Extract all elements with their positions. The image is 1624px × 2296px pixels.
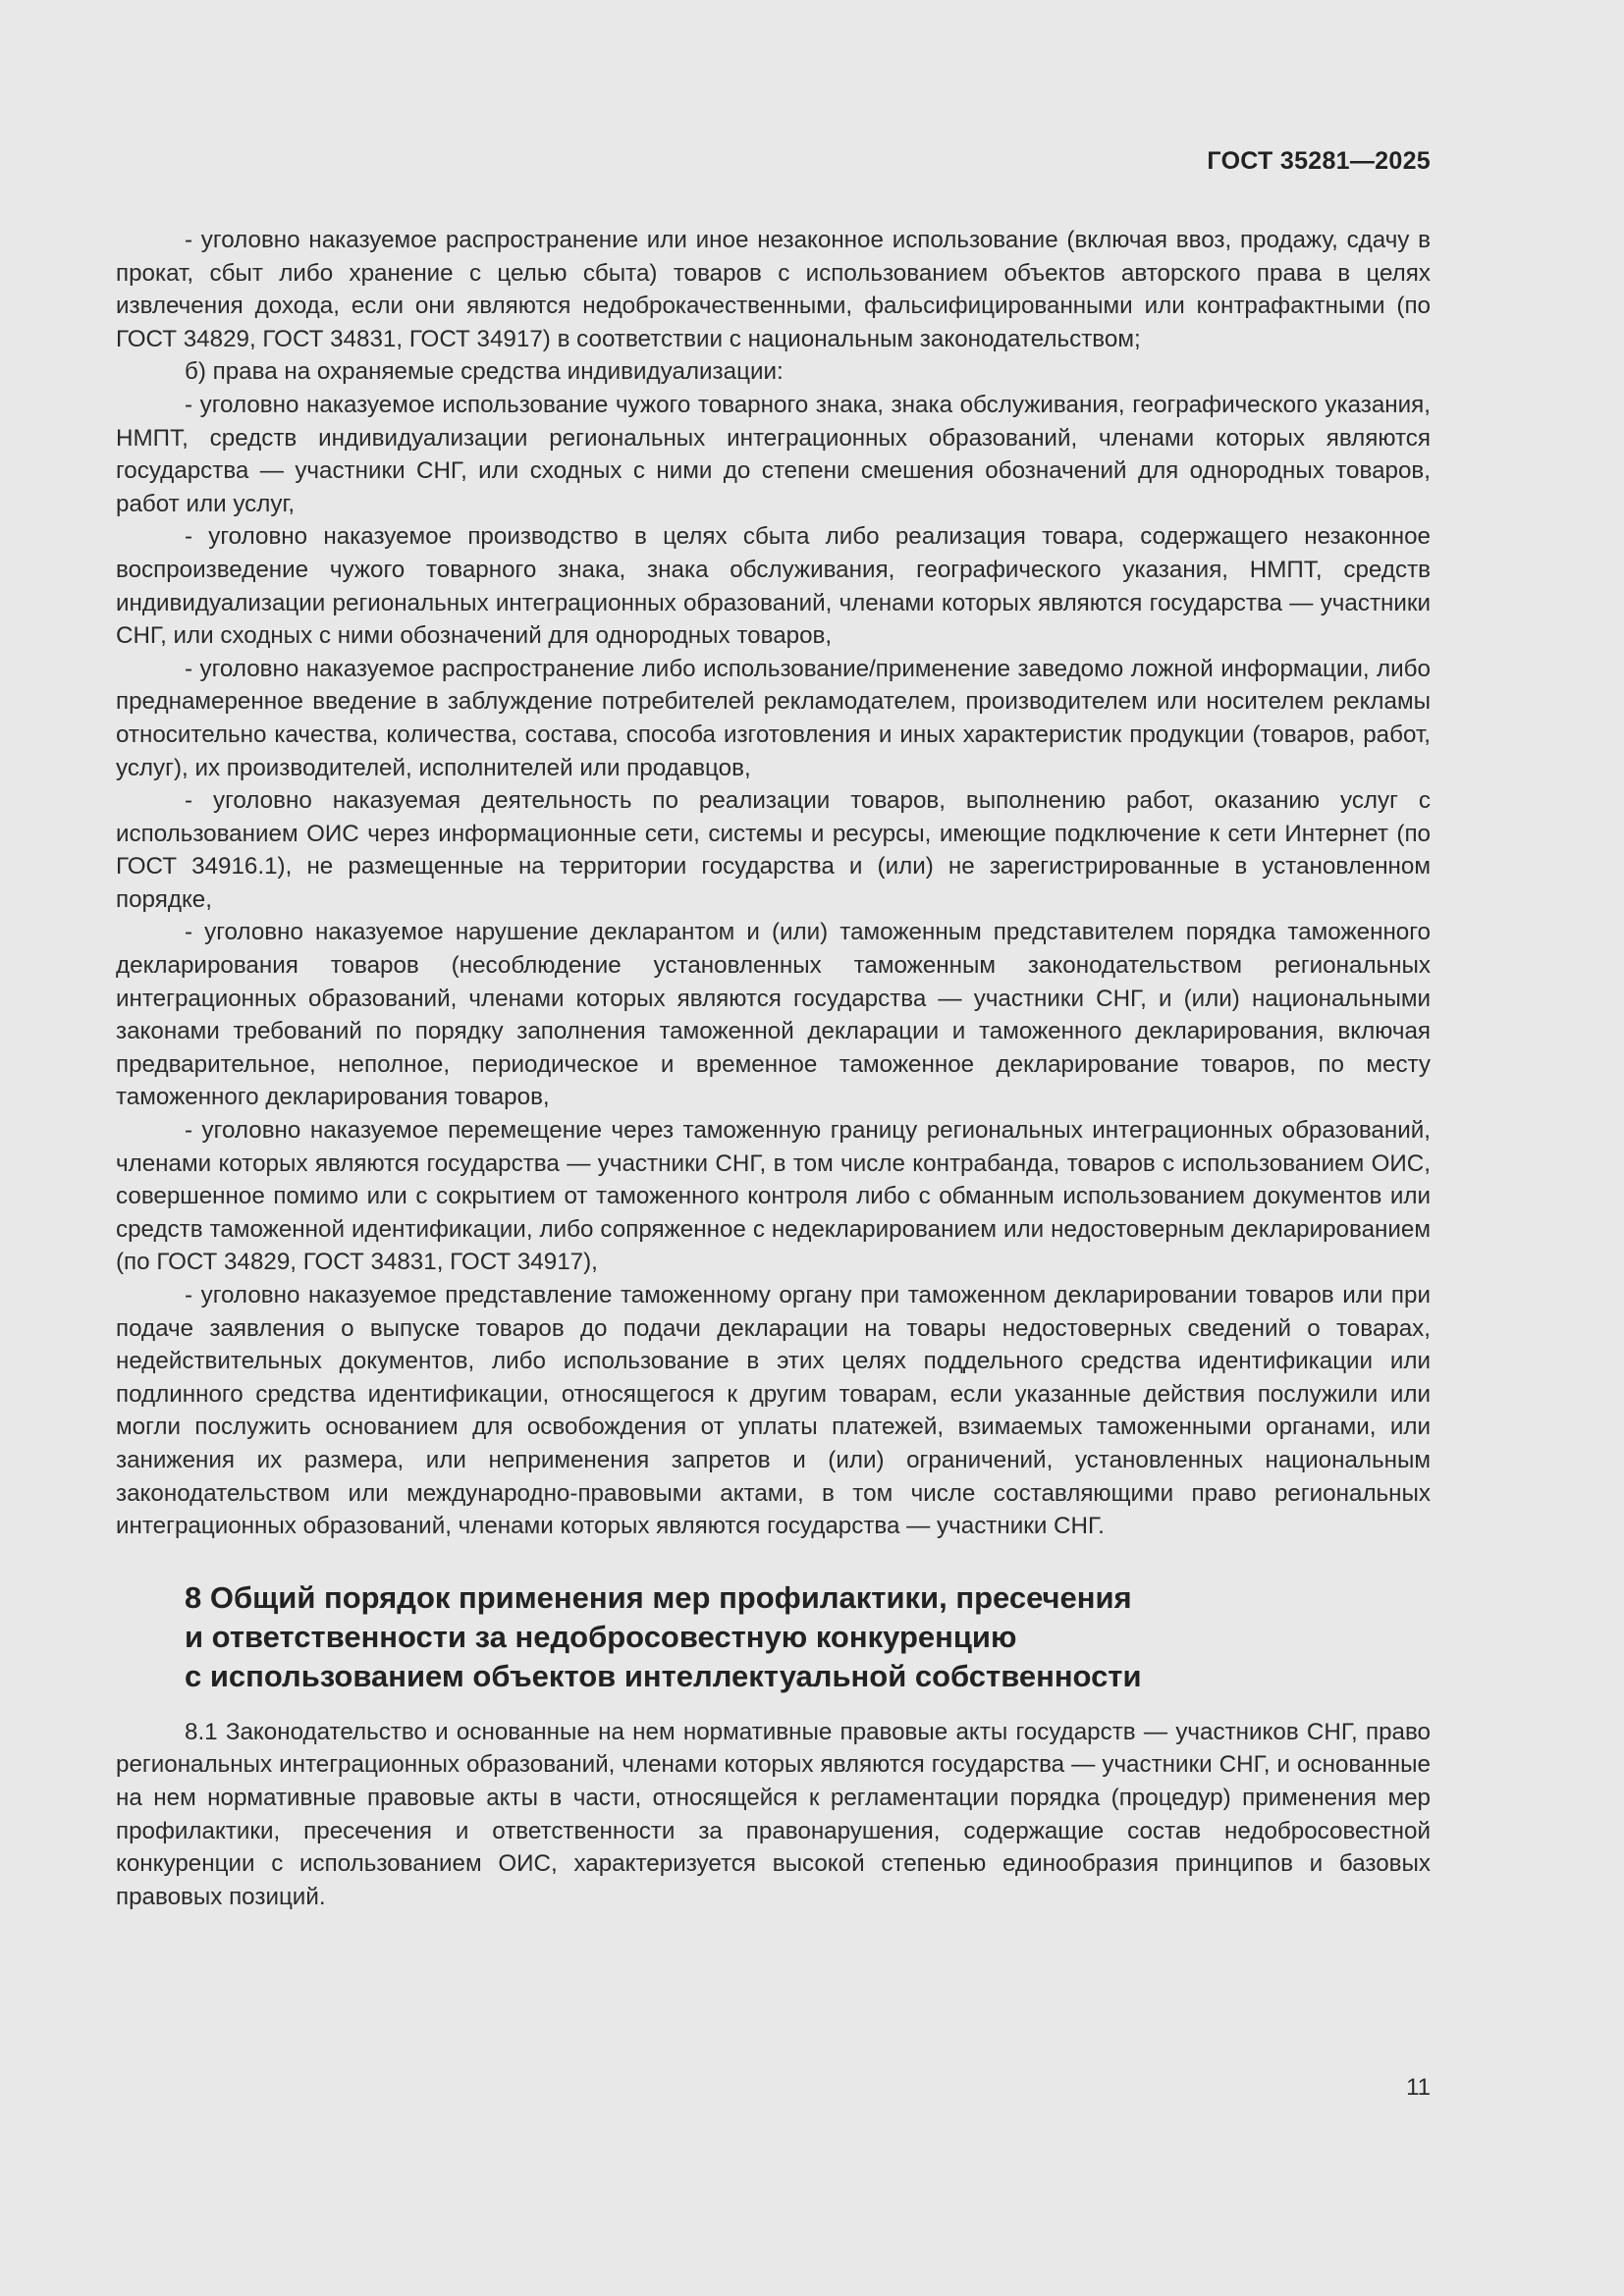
section-heading-line: с использованием объектов интеллектуальной собственности: [185, 1658, 1142, 1693]
paragraph: - уголовно наказуемое использование чужого товарного знака, знака обслуживания, географического указания, НМПТ, средств индивидуализации региональных интеграционных образований, членами которых являются государства — участники СНГ, или сходных с ними до степени смешения обозначений для однородных товаров, работ или услуг,: [116, 391, 1431, 517]
section-heading-line: 8 Общий порядок применения мер профилактики, пресечения: [185, 1579, 1132, 1615]
paragraph: - уголовно наказуемое нарушение декларантом и (или) таможенным представителем порядка таможенного декларирования товаров (несоблюдение установленных таможенным законодательством региональных интеграционных образований, членами которых являются государства — участники СНГ, и (или) национальными законами требований по порядку заполнения таможенной декларации и таможенного декларирования, включая предварительное, неполное, периодическое и временное таможенное декларирование товаров, по месту таможенного декларирования товаров,: [116, 919, 1431, 1111]
paragraph: - уголовно наказуемое производство в целях сбыта либо реализация товара, содержащего незаконное воспроизведение чужого товарного знака, знака обслуживания, географического указания, НМПТ, средств индивидуализации региональных интеграционных образований, членами которых являются государства — участники СНГ, или сходных с ними обозначений для однородных товаров,: [116, 523, 1431, 650]
document-designation: ГОСТ 35281—2025: [1207, 147, 1431, 175]
paragraph: б) права на охраняемые средства индивидуализации:: [185, 358, 784, 386]
paragraph: - уголовно наказуемая деятельность по реализации товаров, выполнению работ, оказанию услуг с использованием ОИС через информационные сети, системы и ресурсы, имеющие подключение к сети Интернет (по ГОСТ 34916.1), не размещенные на территории государства и (или) не зарегистрированные в установленном порядке,: [116, 787, 1431, 913]
paragraph: - уголовно наказуемое представление таможенному органу при таможенном декларировании товаров или при подаче заявления о выпуске товаров до подачи декларации на товары недостоверных сведений о товарах, недействительных документов, либо использование в этих целях поддельного средства идентификации или подлинного средства идентификации, относящегося к другим товарам, если указанные действия послужили или могли послужить основанием для освобождения от уплаты платежей, взимаемых таможенными органами, или занижения их размера, или неприменения запретов и (или) ограничений, установленных национальным законодательством или международно-правовыми актами, в том числе составляющими право региональных интеграционных образований, членами которых являются государства — участники СНГ.: [116, 1282, 1431, 1540]
paragraph: - уголовно наказуемое перемещение через таможенную границу региональных интеграционных образований, членами которых являются государства — участники СНГ, в том числе контрабанда, товаров с использованием ОИС, совершенное помимо или с сокрытием от таможенного контроля либо с обманным использованием документов или средств таможенной идентификации, либо сопряженное с недекларированием или недостоверным декларированием (по ГОСТ 34829, ГОСТ 34831, ГОСТ 34917),: [116, 1117, 1431, 1276]
section-paragraph: 8.1 Законодательство и основанные на нем нормативные правовые акты государств — участников СНГ, право региональных интеграционных образований, членами которых являются государства — участники СНГ, и основанные на нем нормативные правовые акты в части, относящейся к регламентации порядка (процедур) применения мер профилактики, пресечения и ответственности за правонарушения, содержащие состав недобросовестной конкуренции с использованием ОИС, характеризуется высокой степенью единообразия принципов и базовых правовых позиций.: [116, 1718, 1431, 1910]
page-body: [116, 224, 1431, 1913]
paragraph: - уголовно наказуемое распространение или иное незаконное использование (включая ввоз, продажу, сдачу в прокат, сбыт либо хранение с целью сбыта) товаров с использованием объектов авторского права в целях извлечения дохода, если они являются недоброкачественными, фальсифицированными или контрафактными (по ГОСТ 34829, ГОСТ 34831, ГОСТ 34917) в соответствии с национальным законодательством;: [116, 227, 1431, 352]
page-number: 11: [1406, 2074, 1431, 2101]
section-heading-line: и ответственности за недобросовестную конкуренцию: [185, 1619, 1017, 1654]
paragraph: - уголовно наказуемое распространение либо использование/применение заведомо ложной информации, либо преднамеренное введение в заблуждение потребителей рекламодателем, производителем или носителем рекламы относительно качества, количества, состава, способа изготовления и иных характеристик продукции (товаров, работ, услуг), их производителей, исполнителей или продавцов,: [116, 655, 1431, 781]
section-heading: [185, 1578, 1363, 1696]
